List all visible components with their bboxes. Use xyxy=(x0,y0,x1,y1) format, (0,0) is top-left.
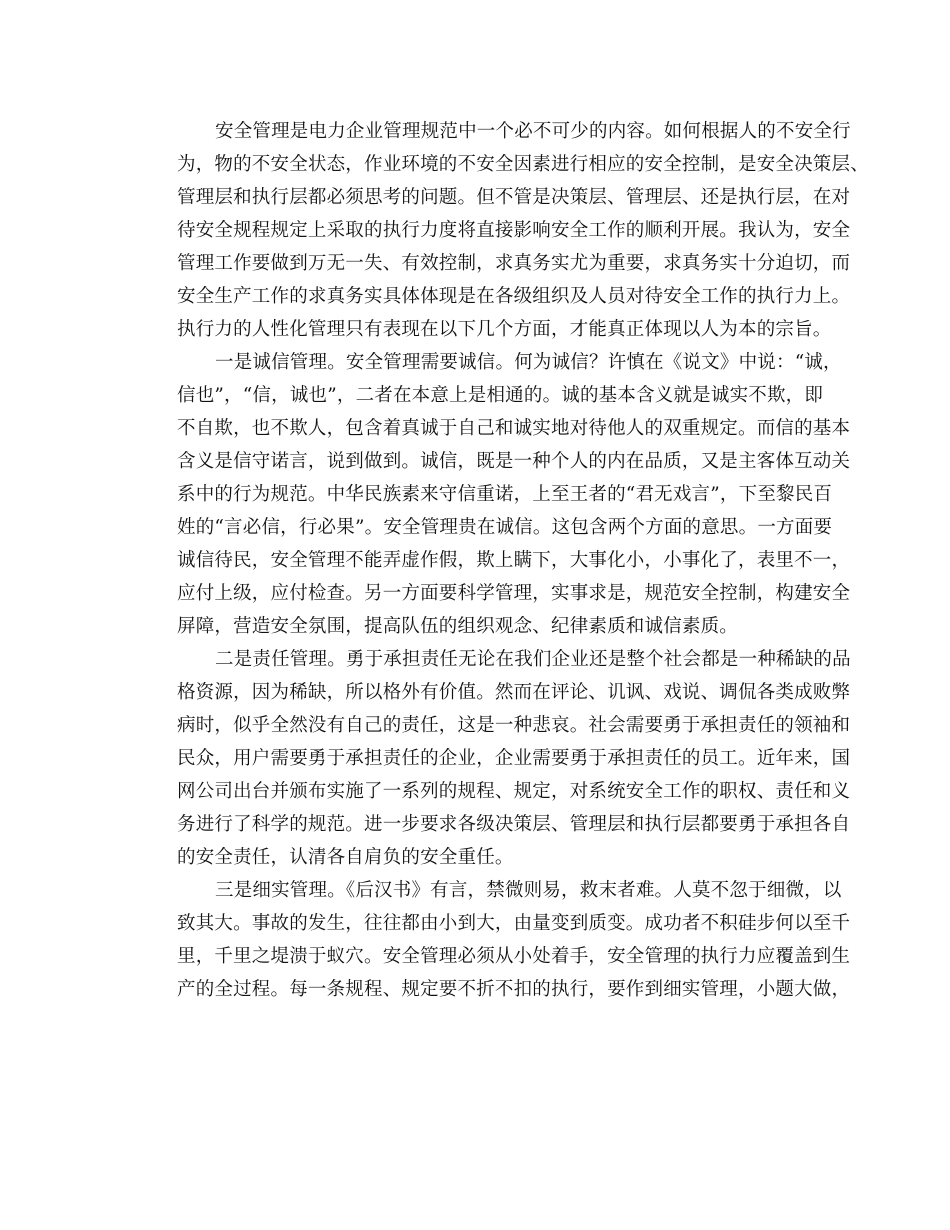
text-line: 为，物的不安全状态，作业环境的不安全因素进行相应的安全控制，是安全决策层、 xyxy=(177,154,869,175)
text-line: 信也”，“信，诚也”，二者在本意上是相通的。诚的基本含义就是诚实不欺，即 xyxy=(177,385,824,406)
document-body xyxy=(140,115,869,1006)
text-line: 里，千里之堤溃于蚁穴。安全管理必须从小处着手，安全管理的执行力应覆盖到生 xyxy=(177,946,851,967)
text-line: 格资源，因为稀缺，所以格外有价值。然而在评论、讥讽、戏说、调侃各类成败弊 xyxy=(177,682,851,703)
text-line: 网公司出台并颁布实施了一系列的规程、规定，对系统安全工作的职权、责任和义 xyxy=(177,781,851,802)
text-line: 含义是信守诺言，说到做到。诚信，既是一种个人的内在品质，又是主客体互动关 xyxy=(177,451,851,472)
text-line: 应付上级，应付检查。另一方面要科学管理，实事求是，规范安全控制，构建安全 xyxy=(177,583,851,604)
text-line: 不自欺，也不欺人，包含着真诚于自己和诚实地对待他人的双重规定。而信的基本 xyxy=(177,418,851,439)
paragraph-responsibility-management xyxy=(140,643,851,874)
text-line: 一是诚信管理。安全管理需要诚信。何为诚信？许慎在《说文》中说：“诚， xyxy=(215,352,842,373)
text-line: 系中的行为规范。中华民族素来守信重诺，上至王者的“君无戏言”，下至黎民百 xyxy=(177,484,833,505)
text-line: 务进行了科学的规范。进一步要求各级决策层、管理层和执行层都要勇于承担各自 xyxy=(177,814,851,835)
paragraph-detail-management xyxy=(140,874,851,1006)
text-line: 三是细实管理。《后汉书》有言，禁微则易，救末者难。人莫不忽于细微，以 xyxy=(215,880,842,901)
text-line: 民众，用户需要勇于承担责任的企业，企业需要勇于承担责任的员工。近年来，国 xyxy=(177,748,851,769)
text-line: 姓的“言必信，行必果”。安全管理贵在诚信。这包含两个方面的意思。一方面要 xyxy=(177,517,833,538)
text-line: 产的全过程。每一条规程、规定要不折不扣的执行，要作到细实管理，小题大做， xyxy=(177,979,851,1000)
text-line: 二是责任管理。勇于承担责任无论在我们企业还是整个社会都是一种稀缺的品 xyxy=(215,649,851,670)
text-line: 的安全责任，认清各自肩负的安全重任。 xyxy=(177,847,514,868)
text-line: 屏障，营造安全氛围，提高队伍的组织观念、纪律素质和诚信素质。 xyxy=(177,616,739,637)
text-line: 管理工作要做到万无一失、有效控制，求真务实尤为重要，求真务实十分迫切，而 xyxy=(177,253,851,274)
paragraph-intro xyxy=(140,115,869,346)
text-line: 待安全规程规定上采取的执行力度将直接影响安全工作的顺利开展。我认为，安全 xyxy=(177,220,851,241)
paragraph-integrity-management xyxy=(140,346,851,643)
text-line: 病时，似乎全然没有自己的责任，这是一种悲哀。社会需要勇于承担责任的领袖和 xyxy=(177,715,851,736)
text-line: 诚信待民，安全管理不能弄虚作假，欺上瞒下，大事化小，小事化了，表里不一， xyxy=(177,550,851,571)
text-line: 致其大。事故的发生，往往都由小到大，由量变到质变。成功者不积硅步何以至千 xyxy=(177,913,851,934)
text-line: 执行力的人性化管理只有表现在以下几个方面，才能真正体现以人为本的宗旨。 xyxy=(177,319,832,340)
text-line: 安全生产工作的求真务实具体体现是在各级组织及人员对待安全工作的执行力上。 xyxy=(177,286,851,307)
text-line: 安全管理是电力企业管理规范中一个必不可少的内容。如何根据人的不安全行 xyxy=(215,121,851,142)
text-line: 管理层和执行层都必须思考的问题。但不管是决策层、管理层、还是执行层，在对 xyxy=(177,187,851,208)
